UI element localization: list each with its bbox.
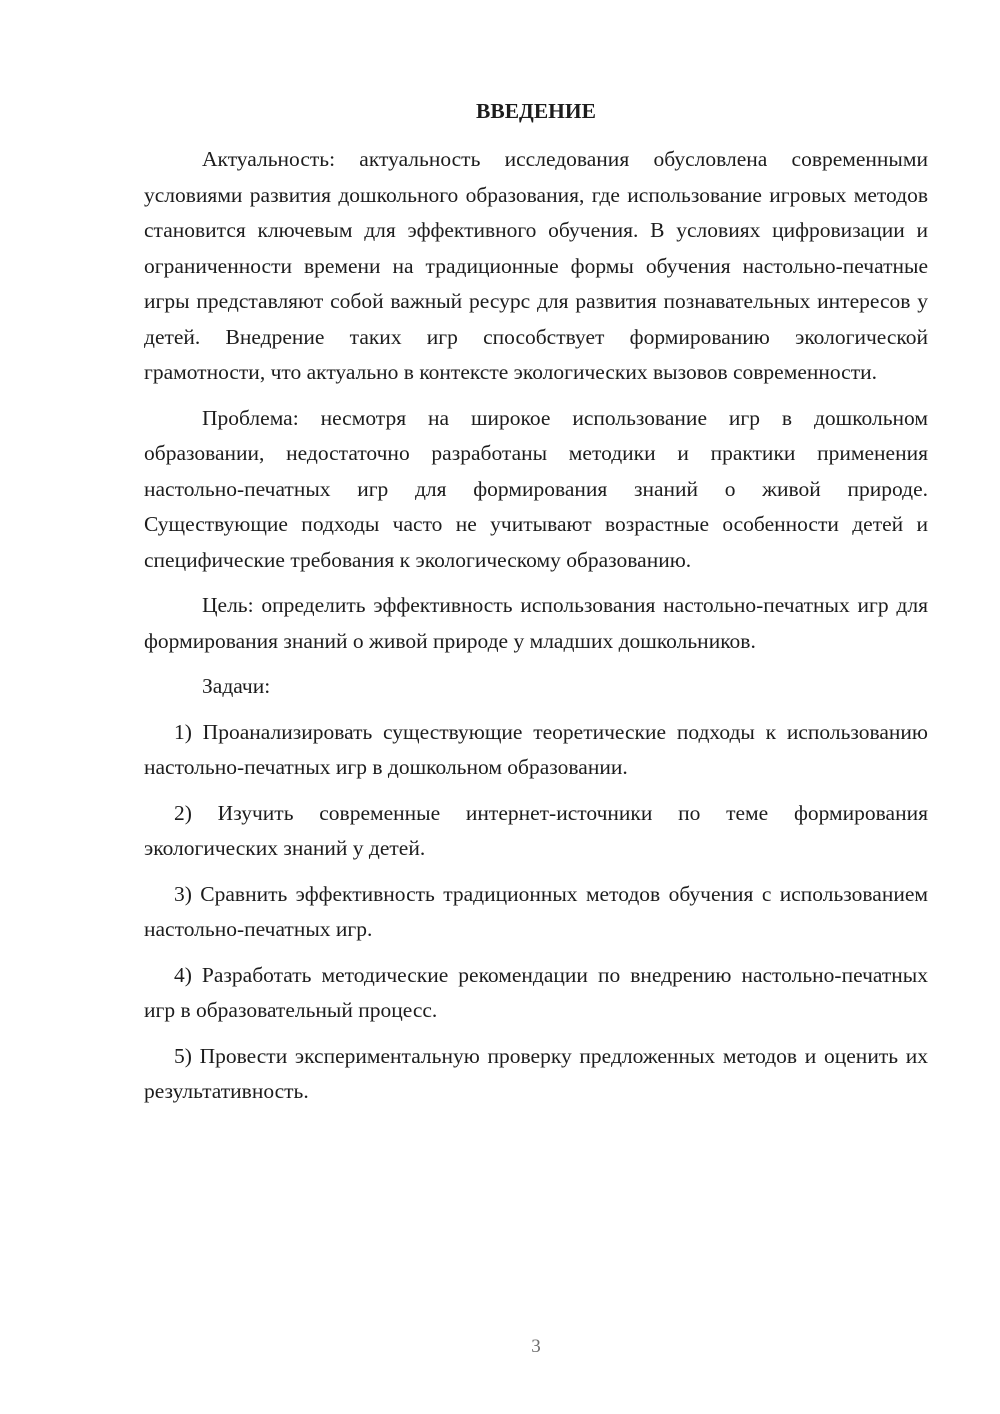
task-item-2: 2) Изучить современные интернет-источники по теме формирования экологических знаний у детей.	[144, 800, 928, 860]
task-item-1: 1) Проанализировать существующие теоретические подходы к использованию настольно-печатных игр в дошкольном образовании.	[144, 719, 928, 779]
paragraph-problem: Проблема: несмотря на широкое использование игр в дошкольном образовании, недостаточно разработаны методики и практики применения настольно-печатных игр для формирования знаний о живой природе. Существующие подходы часто не учитывают возрастные особенности детей и специфические требования к экологическому образованию.	[144, 405, 928, 572]
paragraph-goal: Цель: определить эффективность использования настольно-печатных игр для формирования знаний о живой природе у младших дошкольников.	[144, 593, 928, 653]
page-number: 3	[531, 1336, 541, 1357]
task-item-3: 3) Сравнить эффективность традиционных методов обучения с использованием настольно-печатных игр.	[144, 881, 928, 941]
tasks-heading: Задачи:	[202, 674, 271, 698]
task-item-5: 5) Провести экспериментальную проверку предложенных методов и оценить их результативность.	[144, 1043, 928, 1103]
section-title: ВВЕДЕНИЕ	[476, 99, 596, 123]
task-item-4: 4) Разработать методические рекомендации по внедрению настольно-печатных игр в образовательный процесс.	[144, 962, 928, 1022]
paragraph-relevance: Актуальность: актуальность исследования обусловлена современными условиями развития дошкольного образования, где использование игровых методов становится ключевым для эффективного обучения. В условиях цифровизации и ограниченности времени на традиционные формы обучения настольно-печатные игры представляют собой важный ресурс для развития познавательных интересов у детей. Внедрение таких игр способствует формированию экологической грамотности, что актуально в контексте экологических вызовов современности.	[144, 147, 928, 384]
document-body	[144, 142, 928, 1120]
